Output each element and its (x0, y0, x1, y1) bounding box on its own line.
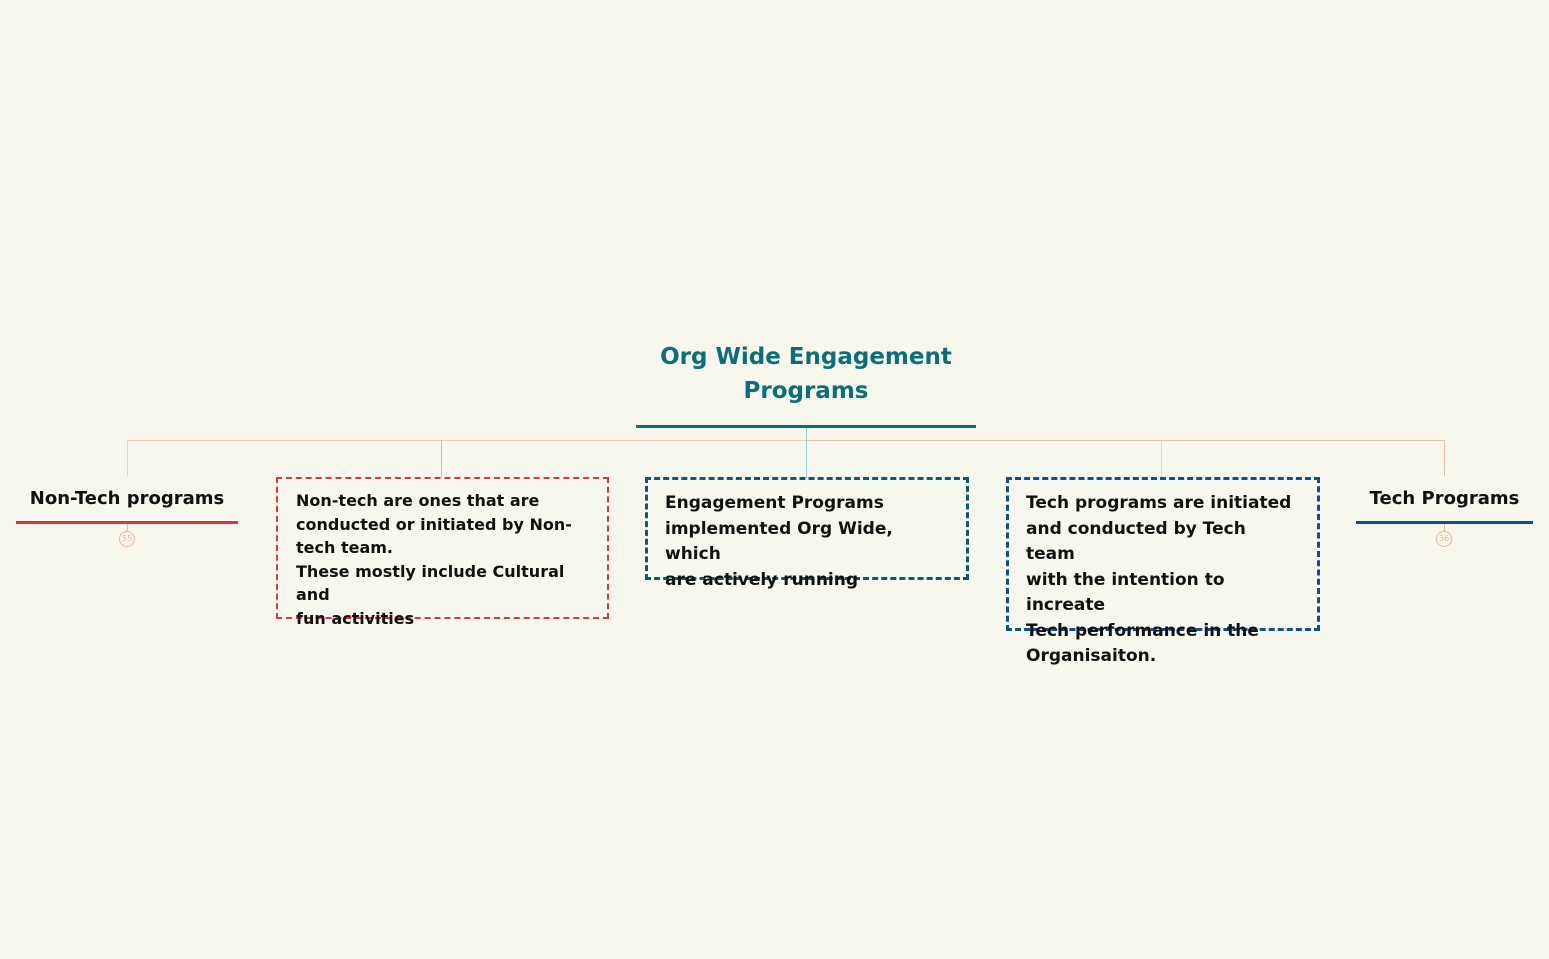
root-title-line-1: Org Wide Engagement (660, 344, 952, 370)
note-line: tech team. (296, 538, 393, 557)
branch-non-tech-underline (16, 521, 238, 524)
note-line: Engagement Programs (665, 493, 884, 513)
root-underline (636, 425, 976, 428)
collapsed-count-badge-non-tech[interactable]: 55 (119, 531, 135, 547)
branch-tech-underline (1356, 521, 1533, 524)
root-topic[interactable] (636, 340, 976, 408)
note-line: Organisaiton. (1026, 646, 1157, 666)
note-line: Tech programs are initiated (1026, 493, 1292, 513)
branch-non-tech-label[interactable]: Non-Tech programs (29, 488, 225, 509)
note-line: These mostly include Cultural and (296, 561, 565, 604)
note-non-tech[interactable] (276, 477, 609, 628)
note-line: conducted or initiated by Non- (296, 514, 572, 534)
note-line: and conducted by Tech team (1026, 518, 1246, 564)
collapsed-count-badge-tech[interactable]: 36 (1436, 531, 1452, 547)
note-line: Tech performance in the (1026, 620, 1259, 641)
note-tech[interactable] (1006, 477, 1320, 666)
note-engagement-programs[interactable] (645, 477, 969, 590)
note-line: implemented Org Wide, which (665, 518, 893, 564)
note-line: fun activities (296, 608, 415, 628)
note-line: Non-tech are ones that are (296, 491, 540, 510)
branch-tech-label[interactable]: Tech Programs (1369, 488, 1520, 509)
note-line: are actively running (665, 569, 859, 590)
root-title-line-2: Programs (743, 378, 869, 404)
note-line: with the intention to increate (1026, 569, 1225, 615)
